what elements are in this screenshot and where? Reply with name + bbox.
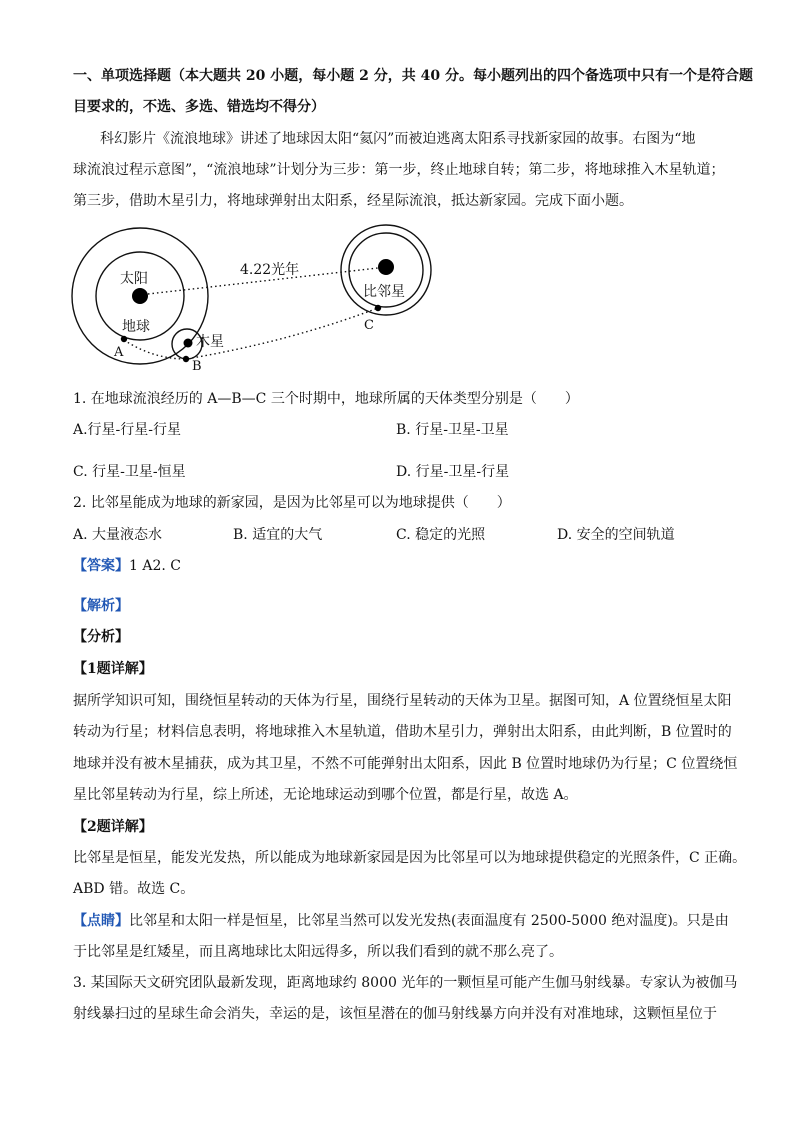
- answer-label: 【答案】: [73, 558, 129, 574]
- answer-text: 1 A2. C: [129, 558, 181, 574]
- proxima-dot: [378, 259, 394, 275]
- jupiter-label: 木星: [196, 334, 224, 350]
- q2-option-d: D. 安全的空间轨道: [557, 527, 675, 543]
- section-heading-line2: 目要求的，不选、多选、错选均不得分）: [73, 99, 325, 115]
- q2-option-b: B. 适宜的大气: [233, 527, 323, 543]
- point-b-label: B: [192, 359, 202, 372]
- detail2-line2: ABD 错。故选 C。: [73, 881, 195, 897]
- q3-line1: 3. 某国际天文研究团队最新发现，距离地球约 8000 光年的一颗恒星可能产生伽马射线暴。专家认为被伽马: [73, 975, 738, 991]
- point-a-dot: [121, 336, 127, 342]
- q3-line2: 射线暴扫过的星球生命会消失，幸运的是，该恒星潜在的伽马射线暴方向并没有对准地球，这颗恒星位于: [73, 1006, 717, 1022]
- wandering-earth-diagram: [68, 222, 438, 372]
- detail2-label: 【2题详解】: [73, 819, 153, 835]
- comment-label: 【点睛】: [73, 913, 129, 929]
- point-c-label: C: [364, 318, 374, 333]
- jupiter-dot: [184, 339, 193, 348]
- comment-text-1: 比邻星和太阳一样是恒星，比邻星当然可以发光发热(表面温度有 2500-5000 绝对温度)。只是由: [129, 913, 729, 929]
- q1-stem: 1. 在地球流浪经历的 A—B—C 三个时期中，地球所属的天体类型分别是（ ）: [73, 391, 579, 407]
- detail2-line1: 比邻星是恒星，能发光发热，所以能成为地球新家园是因为比邻星可以为地球提供稳定的光照条件，C 正确。: [73, 850, 747, 866]
- detail1-line2: 转动为行星；材料信息表明，将地球推入木星轨道，借助木星引力，弹射出太阳系，由此判断，B 位置时的: [73, 724, 732, 740]
- analysis-label: 【解析】: [73, 598, 129, 614]
- point-b-dot: [183, 356, 189, 362]
- q1-option-b: B. 行星-卫星-卫星: [396, 422, 509, 438]
- comment-line1: [73, 911, 729, 931]
- intro-line1: 科幻影片《流浪地球》讲述了地球因太阳“氦闪”而被迫逃离太阳系寻找新家园的故事。右图为“地: [100, 131, 696, 147]
- proxima-label: 比邻星: [363, 284, 405, 300]
- point-c-dot: [375, 305, 381, 311]
- q2-option-c: C. 稳定的光照: [396, 527, 486, 543]
- q1-option-d: D. 行星-卫星-行星: [396, 464, 510, 480]
- comment-line2: 于比邻星是红矮星，而且离地球比太阳远得多，所以我们看到的就不那么亮了。: [73, 944, 563, 960]
- answer-line: [73, 556, 723, 576]
- detail1-label: 【1题详解】: [73, 661, 153, 677]
- detail1-line1: 据所学知识可知，围绕恒星转动的天体为行星，围绕行星转动的天体为卫星。据图可知，A 位置绕恒星太阳: [73, 693, 732, 709]
- q1-option-a: A.行星-行星-行星: [73, 422, 182, 438]
- fenxi-label: 【分析】: [73, 629, 129, 645]
- distance-label: 4.22光年: [240, 262, 300, 278]
- q2-stem: 2. 比邻星能成为地球的新家园，是因为比邻星可以为地球提供（ ）: [73, 495, 511, 511]
- fenxi-line: [73, 627, 723, 647]
- sun-dot: [132, 288, 148, 304]
- section-heading-line1: 一、单项选择题（本大题共 20 小题，每小题 2 分，共 40 分。每小题列出的四个备选项中只有一个是符合题: [73, 68, 753, 84]
- detail1-line3: 地球并没有被木星捕获，成为其卫星，不然不可能弹射出太阳系，因此 B 位置时地球仍为行星；C 位置绕恒: [73, 756, 738, 772]
- analysis-line: [73, 596, 723, 616]
- detail2-heading: [73, 817, 723, 837]
- q1-option-c: C. 行星-卫星-恒星: [73, 464, 186, 480]
- intro-line2: 球流浪过程示意图”，“流浪地球”计划分为三步：第一步，终止地球自转；第二步，将地球推入木星轨道；: [73, 162, 725, 178]
- detail1-line4: 星比邻星转动为行星，综上所述，无论地球运动到哪个位置，都是行星，故选 A。: [73, 787, 578, 803]
- q2-option-a: A. 大量液态水: [73, 527, 163, 543]
- point-a-label: A: [114, 345, 124, 360]
- earth-label: 地球: [122, 319, 150, 335]
- detail1-heading: [73, 659, 723, 679]
- intro-line3: 第三步，借助木星引力，将地球弹射出太阳系，经星际流浪，抵达新家园。完成下面小题。: [73, 193, 633, 209]
- sun-label: 太阳: [120, 271, 148, 287]
